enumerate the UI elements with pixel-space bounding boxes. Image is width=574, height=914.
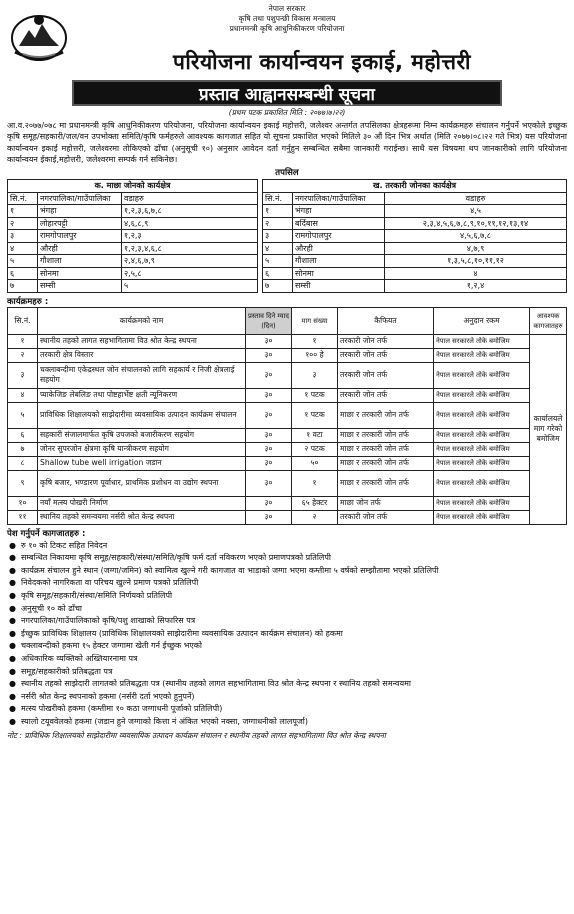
cell-name: Shallow tube well irrigation जडान: [38, 456, 246, 470]
cell-sn: ५: [8, 402, 38, 428]
cell-name: स्थानिय तहको समन्वयमा नर्सरी श्रोत केन्द्र स्थपना: [38, 510, 246, 524]
col-ward: वडाहरु: [122, 192, 258, 205]
cell-sn: ६: [8, 267, 38, 280]
cell-grant: नेपाल सरकारले तोके बमोजिम: [434, 442, 530, 456]
cell-qty: १: [292, 470, 338, 496]
veg-zone-title: ख. तरकारी जोनका कार्यक्षेत्र: [263, 180, 567, 193]
zones-table: [7, 179, 567, 293]
cell-grant: नेपाल सरकारले तोके बमोजिम: [434, 348, 530, 362]
cell-name: रामगोपालपुर: [38, 230, 122, 243]
cell-name: सहकारी संजालमार्फत कृषि उपजको बजारीकरण सहयोग: [38, 428, 246, 442]
cell-remark: माछा र तरकारी जोन तर्फ: [338, 402, 434, 428]
cell-name: सम्सी: [293, 280, 385, 293]
table-row: [8, 428, 567, 442]
cell-qty: १०० हे: [292, 348, 338, 362]
table-row: [8, 456, 567, 470]
cell-days: ३०: [246, 496, 292, 510]
gov-line-1: नेपाल सरकार: [268, 4, 306, 13]
cell-sn: ४: [8, 242, 38, 255]
cell-sn: १: [263, 205, 293, 218]
cell-days: ३०: [246, 428, 292, 442]
cell-name: सम्सी: [38, 280, 122, 293]
cell-sn: ४: [8, 388, 38, 402]
notice-page: [7, 4, 567, 906]
required-docs-note: कार्यालयले माग गरेको बमोजिम: [530, 334, 567, 524]
list-item: ● नगरपालिका/गाउँपालिकाको कृषि/पशु शाखाको सिफारिस पत्र: [7, 615, 567, 628]
gov-line-2: कृषि तथा पशुपन्छी विकास मन्त्रालय: [238, 14, 336, 23]
cell-qty: ६५ हेक्टर: [292, 496, 338, 510]
table-row: [8, 348, 567, 362]
cell-wards: १,२,३,४,६,८: [122, 242, 258, 255]
cell-sn: ४: [263, 242, 293, 255]
cell-name: गौशाला: [38, 255, 122, 268]
col-days: प्रस्ताव दिने म्याद (दिन): [246, 307, 292, 334]
table-row: [8, 402, 567, 428]
table-row: [8, 510, 567, 524]
list-item: ● निवेदकको नागरिकता वा परिचय खुल्ने प्रमाण पत्रको प्रतिलिपी: [7, 577, 567, 590]
cell-wards: २,३,४,५,६,७,८,९,१०,११,१२,१३,१४: [385, 217, 567, 230]
cell-name: सोनमा: [293, 267, 385, 280]
cell-sn: ६: [263, 267, 293, 280]
cell-remark: माछा र तरकारी जोन तर्फ: [338, 442, 434, 456]
nepal-government-emblem-icon: [9, 8, 69, 62]
cell-sn: १०: [8, 496, 38, 510]
cell-grant: नेपाल सरकारले तोके बमोजिम: [434, 362, 530, 388]
table-row: [8, 205, 567, 218]
table-row: [8, 267, 567, 280]
cell-wards: ४,५,६,७,८: [385, 230, 567, 243]
col-sn: सि.नं.: [263, 192, 293, 205]
cell-sn: ३: [263, 230, 293, 243]
cell-sn: ११: [8, 510, 38, 524]
cell-grant: नेपाल सरकारले तोके बमोजिम: [434, 334, 530, 348]
government-lines: [7, 4, 567, 34]
cell-sn: ७: [8, 442, 38, 456]
table-row: [8, 388, 567, 402]
table-row: [8, 362, 567, 388]
cell-remark: तरकारी जोन तर्फ: [338, 334, 434, 348]
cell-sn: २: [8, 217, 38, 230]
cell-wards: १,२,३: [122, 230, 258, 243]
cell-wards: ४: [385, 267, 567, 280]
cell-wards: ४,५: [385, 205, 567, 218]
cell-grant: नेपाल सरकारले तोके बमोजिम: [434, 496, 530, 510]
cell-sn: २: [8, 348, 38, 362]
cell-days: ३०: [246, 402, 292, 428]
cell-remark: तरकारी जोन तर्फ: [338, 510, 434, 524]
cell-name: चक्लाबन्दीमा एकेद्रस्थल जोन संचालनको लागि सहकार्य र निजी क्षेत्रलाई सहयोग: [38, 362, 246, 388]
cell-grant: नेपाल सरकारले तोके बमोजिम: [434, 388, 530, 402]
cell-sn: ५: [8, 255, 38, 268]
table-row: [8, 230, 567, 243]
list-item: ● कृषि समूह/सहकारी/संस्था/समिति निर्णयको प्रतिलिपी: [7, 590, 567, 603]
cell-wards: ४,७,९: [385, 242, 567, 255]
col-grant: अनुदान रकम: [434, 307, 530, 334]
intro-paragraph: आ.व.२०७७/०७८ मा प्रधानमन्त्री कृषि आधुनिकीकरण परियोजना, परियोजना कार्यान्वयन इकाई महोत्तरी, जलेश्वर अन्तर्गत तपसिलका क्षेत्रहरूमा निम्न कार्यक्रमहरु संचालन गर्नुपर्ने भएकोले इच्छुक कृषि समूह/सहकारी/जल/वन उपभोक्ता समिति/कृषि फर्महरुले आवश्यक कागजात सहित यो सूचना प्रकाशित भएको मितिले ३० औं दिन भित्र अर्थात (मिति २०७७।०८।२२ गते भित्र) यस परियोजना कार्यान्वयन इकाई महोत्तरी, जलेश्वरमा तोकिएको ढाँचा (अनुसूची १०) अनुसार आवेदन दर्ता गर्नुहुन सम्बन्धित सबैमा जानकारी गराईन्छ। साथै यस विषयमा थप जानकारीको लागि परियोजना कार्यान्वयन ईकाई,महोत्तरी, जलेश्वरमा सम्पर्क गर्न सकिनेछ।: [7, 121, 567, 164]
cell-sn: १: [8, 205, 38, 218]
list-item: ● कार्यक्रम संचालन हुने स्थान (जग्गा/जमिन) को स्वामित्व खुल्ने गरी कागजात वा भाडाको जग्गा भएमा कम्तीमा ५ वर्षको सम्झौतामा भएको प्रतिलिपी: [7, 565, 567, 578]
cell-days: ३०: [246, 510, 292, 524]
cell-name: जोनर सुपरजोन क्षेत्रमा कृषि यान्त्रीकरण सहयोग: [38, 442, 246, 456]
gov-line-3: प्रधानमन्त्री कृषि आधुनिकीकरण परियोजना: [229, 24, 345, 33]
cell-remark: माछा र तरकारी जोन तर्फ: [338, 470, 434, 496]
cell-remark: तरकारी जोन तर्फ: [338, 388, 434, 402]
cell-wards: ४,६,८,९: [122, 217, 258, 230]
list-item: ● रु १० को टिकट सहित निवेदन: [7, 540, 567, 553]
list-item: ● मत्स्य पोखरीको हकमा (कम्तीमा १० कठा जग्गाधनी पूर्जाको प्रतिलिपी): [7, 703, 567, 716]
list-item: ● समूह/सहकारीको प्रतिबद्धता पत्र: [7, 666, 567, 679]
cell-wards: २,५,८: [122, 267, 258, 280]
cell-name: भंगहा: [38, 205, 122, 218]
table-row: [8, 496, 567, 510]
programs-title: कार्यक्रमहरु :: [7, 296, 49, 307]
cell-grant: नेपाल सरकारले तोके बमोजिम: [434, 510, 530, 524]
footnote: नोट : प्राविधिक शिक्षालयको साझेदारीमा व्यवसायिक उत्पादन कार्यक्रम संचालन र स्थानीय तहको लागत सहभागितामा विउ श्रोत केन्द्र स्थपना: [7, 730, 386, 740]
list-item: ● नर्सरी श्रोत केन्द्र स्थपनाको हकमा (नर्सरी दर्ता भएको हुनुपर्ने): [7, 691, 567, 704]
cell-name: स्थानीय तहको लागत सहभागितामा विउ श्रोत केन्द्र स्थपना: [38, 334, 246, 348]
cell-name: तरकारी क्षेत्र विस्तार: [38, 348, 246, 362]
cell-days: ३०: [246, 456, 292, 470]
cell-qty: ३: [292, 362, 338, 388]
documents-list: [7, 540, 567, 729]
cell-name: भंगहा: [293, 205, 385, 218]
fish-zone-title: क. माछा जोनको कार्यक्षेत्र: [8, 180, 258, 193]
cell-sn: ५: [263, 255, 293, 268]
col-required-docs: आवश्यक कागजातहरु: [530, 307, 567, 334]
cell-name: प्राविधिक शिक्षालयको साझेदारीमा व्यवसायिक उत्पादन कार्यक्रम संचालन: [38, 402, 246, 428]
cell-name: लोहारपट्टी: [38, 217, 122, 230]
cell-grant: नेपाल सरकारले तोके बमोजिम: [434, 428, 530, 442]
cell-remark: माछा जोन तर्फ: [338, 496, 434, 510]
col-ward: वडाहरु: [385, 192, 567, 205]
cell-wards: २,४,६,७,९: [122, 255, 258, 268]
cell-grant: नेपाल सरकारले तोके बमोजिम: [434, 402, 530, 428]
page-title: परियोजना कार्यान्वयन इकाई, महोत्तरी: [172, 50, 471, 74]
cell-name: कृषि बजार, भण्डारण पूर्वाधार, प्राथमिक प्रशोधन वा उद्योग स्थपना: [38, 470, 246, 496]
cell-days: ३०: [246, 470, 292, 496]
cell-days: ३०: [246, 334, 292, 348]
cell-wards: ५: [122, 280, 258, 293]
table-row: [8, 334, 567, 348]
table-row: [8, 242, 567, 255]
header: [7, 4, 567, 74]
table-row: [8, 217, 567, 230]
cell-sn: १: [8, 334, 38, 348]
col-program-name: कार्यक्रमको नाम: [38, 307, 246, 334]
cell-remark: तरकारी जोन तर्फ: [338, 362, 434, 388]
cell-sn: ३: [8, 362, 38, 388]
documents-title: पेश गर्नुपर्ने कागजातहरु :: [7, 528, 86, 539]
cell-remark: माछा र तरकारी जोन तर्फ: [338, 428, 434, 442]
cell-grant: नेपाल सरकारले तोके बमोजिम: [434, 470, 530, 496]
cell-sn: ९: [8, 470, 38, 496]
list-item: ● चक्लाबन्दीको हकमा १५ हेक्टर जग्गामा खेती गर्न ईच्छुक भएको: [7, 640, 567, 653]
col-remark: कैफियत: [338, 307, 434, 334]
cell-name: औरही: [38, 242, 122, 255]
cell-wards: १,२,४: [385, 280, 567, 293]
list-item: ● ईच्छुक प्राविधिक शिक्षालय (प्राविधिक शिक्षालयको साझेदारीमा व्यवसायिक उत्पादन कार्यक्रम संचालन) को हकमा: [7, 628, 567, 641]
notice-banner: प्रस्ताव आह्वानसम्बन्धी सूचना: [72, 80, 502, 106]
cell-days: ३०: [246, 388, 292, 402]
cell-sn: ८: [8, 456, 38, 470]
cell-remark: तरकारी जोन तर्फ: [338, 348, 434, 362]
table-row: [8, 255, 567, 268]
cell-sn: ७: [8, 280, 38, 293]
list-item: ● अनुसूची १० को ढाँचा: [7, 603, 567, 616]
cell-name: बर्दिबास: [293, 217, 385, 230]
col-municipality: नगरपालिका/गाउँपालिका: [293, 192, 385, 205]
cell-qty: १ वटा: [292, 428, 338, 442]
table-row: [8, 280, 567, 293]
cell-remark: माछा र तरकारी जोन तर्फ: [338, 456, 434, 470]
list-item: ● स्यालो टयूववेलको हकमा (जडान हुने जग्गाको कित्ता नं अंकित भएको नक्सा, जग्गाधनीको लालपूर्जा): [7, 716, 567, 729]
cell-name: नयाँ मत्स्य पोखरी निर्माण: [38, 496, 246, 510]
publication-date: (प्रथम पटक प्रकाशित मिति : २०७७।७।२२): [228, 108, 346, 117]
cell-name: रामगोपालपुर: [293, 230, 385, 243]
cell-sn: २: [263, 217, 293, 230]
table-row: [8, 470, 567, 496]
col-sn: सि.नं.: [8, 307, 38, 334]
cell-wards: १,३,५,८,१०,११,१२: [385, 255, 567, 268]
cell-name: औरही: [293, 242, 385, 255]
cell-grant: नेपाल सरकारले तोके बमोजिम: [434, 456, 530, 470]
cell-qty: १ पटक: [292, 388, 338, 402]
schedule-label: तपसिल: [275, 168, 299, 179]
cell-qty: ५०: [292, 456, 338, 470]
table-row: [8, 442, 567, 456]
cell-sn: ७: [263, 280, 293, 293]
cell-name: गौशाला: [293, 255, 385, 268]
list-item: ● अधिकारिक व्यक्तिको अख्तियारनामा पत्र: [7, 653, 567, 666]
cell-qty: १ पटक: [292, 402, 338, 428]
cell-days: ३०: [246, 362, 292, 388]
cell-sn: ६: [8, 428, 38, 442]
programs-table: [7, 307, 567, 525]
cell-sn: ३: [8, 230, 38, 243]
cell-qty: १: [292, 334, 338, 348]
cell-wards: १,२,३,६,७,८: [122, 205, 258, 218]
list-item: ● सम्बन्धित निकायमा कृषि समूह/सहकारी/संस्था/समिति/कृषि फर्म दर्ता नविकरण भएको प्रमाणपत्रको प्रतिलिपी: [7, 552, 567, 565]
cell-qty: २: [292, 510, 338, 524]
cell-name: सोनमा: [38, 267, 122, 280]
list-item: ● स्थानीय तहको साझेदारी लागतको प्रतिबद्धता पत्र (स्थानीय तहको लागत सहभागितामा विउ श्रोत केन्द्र स्थपना र स्थानिय तहको समन्वयमा: [7, 678, 567, 691]
cell-days: ३०: [246, 442, 292, 456]
col-qty: माग संख्या: [292, 307, 338, 334]
cell-qty: २ पटक: [292, 442, 338, 456]
cell-name: प्याकेजिङ लेबलिङ तथा पोष्टहार्भेष्ट क्षती न्यूनिकरण: [38, 388, 246, 402]
col-sn: सि.नं.: [8, 192, 38, 205]
cell-days: ३०: [246, 348, 292, 362]
col-municipality: नगरपालिका/गाउँपालिका: [38, 192, 122, 205]
